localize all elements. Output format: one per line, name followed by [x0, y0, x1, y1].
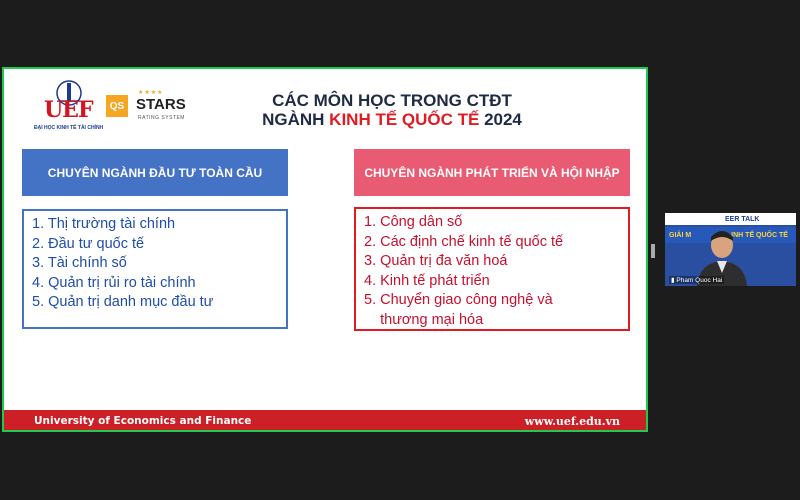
- list-item: 3. Quản trị đa văn hoá: [364, 253, 508, 269]
- list-item: 2. Đầu tư quốc tế: [32, 235, 145, 252]
- video-banner-right-text: INH TẾ QUỐC TẾ: [731, 231, 788, 239]
- signal-icon: ▮: [671, 277, 675, 284]
- footer-website: www.uef.edu.vn: [524, 414, 620, 428]
- slide-footer: [4, 410, 648, 432]
- slide-title-line2: [4, 110, 648, 130]
- list-item: 5. Quản trị danh mục đầu tư: [32, 294, 214, 310]
- video-banner-top: EER TALK: [665, 213, 796, 225]
- qs-logo: QS: [106, 95, 128, 117]
- right-course-list: [354, 207, 630, 331]
- list-item: 4. Quản trị rủi ro tài chính: [32, 274, 196, 291]
- right-heading: CHUYÊN NGÀNH PHÁT TRIỂN VÀ HỘI NHẬP: [354, 149, 630, 196]
- list-item: 3. Tài chính số: [32, 255, 127, 271]
- left-course-list: [22, 209, 288, 329]
- qs-rating-subtitle: RATING SYSTEM: [138, 115, 185, 121]
- uef-logo-subtitle: ĐẠI HỌC KINH TẾ TÀI CHÍNH: [34, 125, 104, 131]
- title-highlight: KINH TẾ QUỐC TẾ: [329, 110, 480, 129]
- shared-slide: [2, 67, 648, 432]
- title-year: 2024: [479, 110, 522, 129]
- uef-logo-text: UEF: [44, 97, 93, 123]
- slide-title-line1: CÁC MÔN HỌC TRONG CTĐT: [272, 91, 512, 110]
- video-banner-left-text: GIẢI M: [669, 231, 692, 239]
- qs-stars-title: STARS: [136, 96, 186, 113]
- left-heading: CHUYÊN NGÀNH ĐẦU TƯ TOÀN CẦU: [22, 149, 288, 196]
- panel-resize-handle[interactable]: [651, 244, 655, 258]
- participant-video-tile[interactable]: [665, 213, 796, 286]
- list-item: 1. Công dân số: [364, 214, 463, 230]
- qs-stars-icon: ★★★★: [138, 90, 164, 96]
- list-item: 5. Chuyển giao công nghệ và: [364, 292, 553, 308]
- participant-name-label: [669, 276, 724, 284]
- list-item: 2. Các định chế kinh tế quốc tế: [364, 233, 564, 250]
- title-prefix: NGÀNH: [262, 110, 330, 129]
- list-item: 4. Kinh tế phát triển: [364, 272, 490, 289]
- list-item: 1. Thị trường tài chính: [32, 216, 176, 232]
- participant-name: Pham Quoc Hai: [676, 277, 723, 284]
- list-item: thương mại hóa: [364, 311, 484, 328]
- footer-university: University of Economics and Finance: [34, 415, 252, 427]
